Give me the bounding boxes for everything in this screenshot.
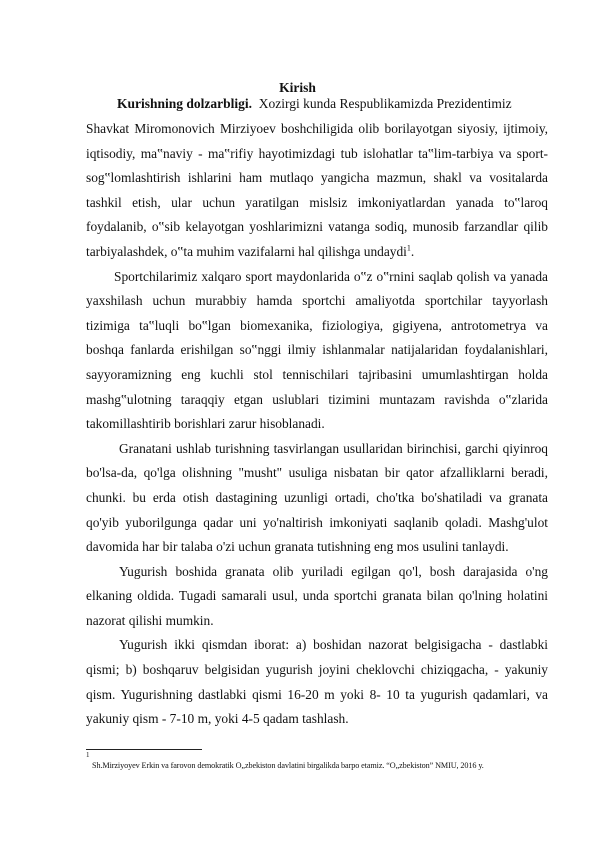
- paragraph-2: Sportchilarimiz xalqaro sport maydonlarida o‟z o‟rnini saqlab qolish va yanada yaxshilash uchun murabbiy hamda sportchi amaliyotda sportchilar tayyorlash tizimiga ta‟luqli bo‟lgan biomexanika, fiziologiya, gigiyena, antrotometrya va boshqa fanlarda erishilgan so‟nggi ilmiy ishlanmalar natijalaridan foydalanishlari, sayyoramizning eng kuchli stol tennischilari tajribasini umumlashtirgan holda mashg‟ulotning taraqqiy etgan uslublari tizimini muntazam ravishda o‟zlarida takomillashtirib borishlari zarur hisoblanadi.: [86, 268, 548, 432]
- paragraph-1: Shavkat Miromonovich Mirziyoev boshchiligida olib borilayotgan siyosiy, ijtimoiy, iqtisodiy, ma‟naviy - ma‟rifiy hayotimizdagi tub islohatlar ta‟lim-tarbiya va sport-sog‟lomlashtirish ishlarini ham mutlaqo yangicha mazmun, shakl va vositalarda tashkil etish, ular uchun yaratilgan mislsiz imkoniyatlardan yanada to‟laroq foydalanib, o‟sib kelayotgan yoshlarimizni vatanga sodiq, munosib farzandlar qilib tarbiyalashdek, o‟ta muhim vazifalarni hal qilishga undaydi$^1$.: [86, 121, 548, 259]
- paragraph-4: Yugurish boshida granata olib yuriladi egilgan qo'l, bosh darajasida o'ng elkaning oldida. Tugadi samarali usul, unda sportchi granata bilan qo'lning holatini nazorat qilishi mumkin.: [86, 563, 548, 628]
- lead-line: [117, 96, 512, 112]
- page-title: Kirish: [279, 80, 316, 95]
- paragraph-1-text: Shavkat Miromonovich Mirziyoev boshchiligida olib borilayotgan siyosiy, ijtimoiy, iqtisodiy, ma‟naviy - ma‟rifiy hayotimizdagi tub islohatlar ta‟lim-tarbiya va sport-sog‟lomlashtirish ishlarini ham mutlaqo yangicha mazmun, shakl va vositalarda tashkil etish, ular uchun yaratilgan mislsiz imkoniyatlardan yanada to‟laroq foydalanib, o‟sib kelayotgan yoshlarimizni vatanga sodiq, munosib farzandlar qilib tarbiyalashdek, o‟ta muhim vazifalarni hal qilishga undaydi: [86, 121, 548, 259]
- footnote-mark: 1: [86, 751, 90, 759]
- body-text: [86, 117, 548, 732]
- lead-text: Xozirgi kunda Respublikamizda Prezidentimiz: [258, 96, 512, 111]
- footnote-divider: [86, 749, 202, 750]
- footnote-reference[interactable]: 1: [406, 243, 411, 253]
- paragraph-3: Granatani ushlab turishning tasvirlangan usullaridan birinchisi, garchi qiyinroq bo'lsa-da, qo'lga olishning "musht" usuliga nisbatan bir qator afzalliklarni beradi, chunki. bu erda otish dastagining uzunligi ortadi, cho'tka bo'shatiladi va granata qo'yib yuborilgunga qadar uni yo'naltirish imkoniyati saqlanib qoladi. Mashg'ulot davomida har bir talaba o'zi uchun granata tutishning eng mos usulini tanlaydi.: [86, 440, 548, 555]
- paragraph-5: Yugurish ikki qismdan iborat: a) boshidan nazorat belgisigacha - dastlabki qismi; b) boshqaruv belgisidan yugurish joyini cheklovchi chiziqgacha, - yakuniy qism. Yugurishning dastlabki qismi 16-20 m yoki 8- 10 ta yugurish qadamlari, va yakuniy qism - 7-10 m, yoki 4-5 qadam tashlash.: [86, 637, 548, 727]
- footnote-text: Sh.Mirziyoyev Erkin va farovon demokratik O„zbekiston davlatini birgalikda barpo etamiz. “O„zbekiston” NMIU, 2016 y.: [92, 761, 484, 770]
- lead-bold-phrase: Kurishning dolzarbligi.: [117, 96, 253, 111]
